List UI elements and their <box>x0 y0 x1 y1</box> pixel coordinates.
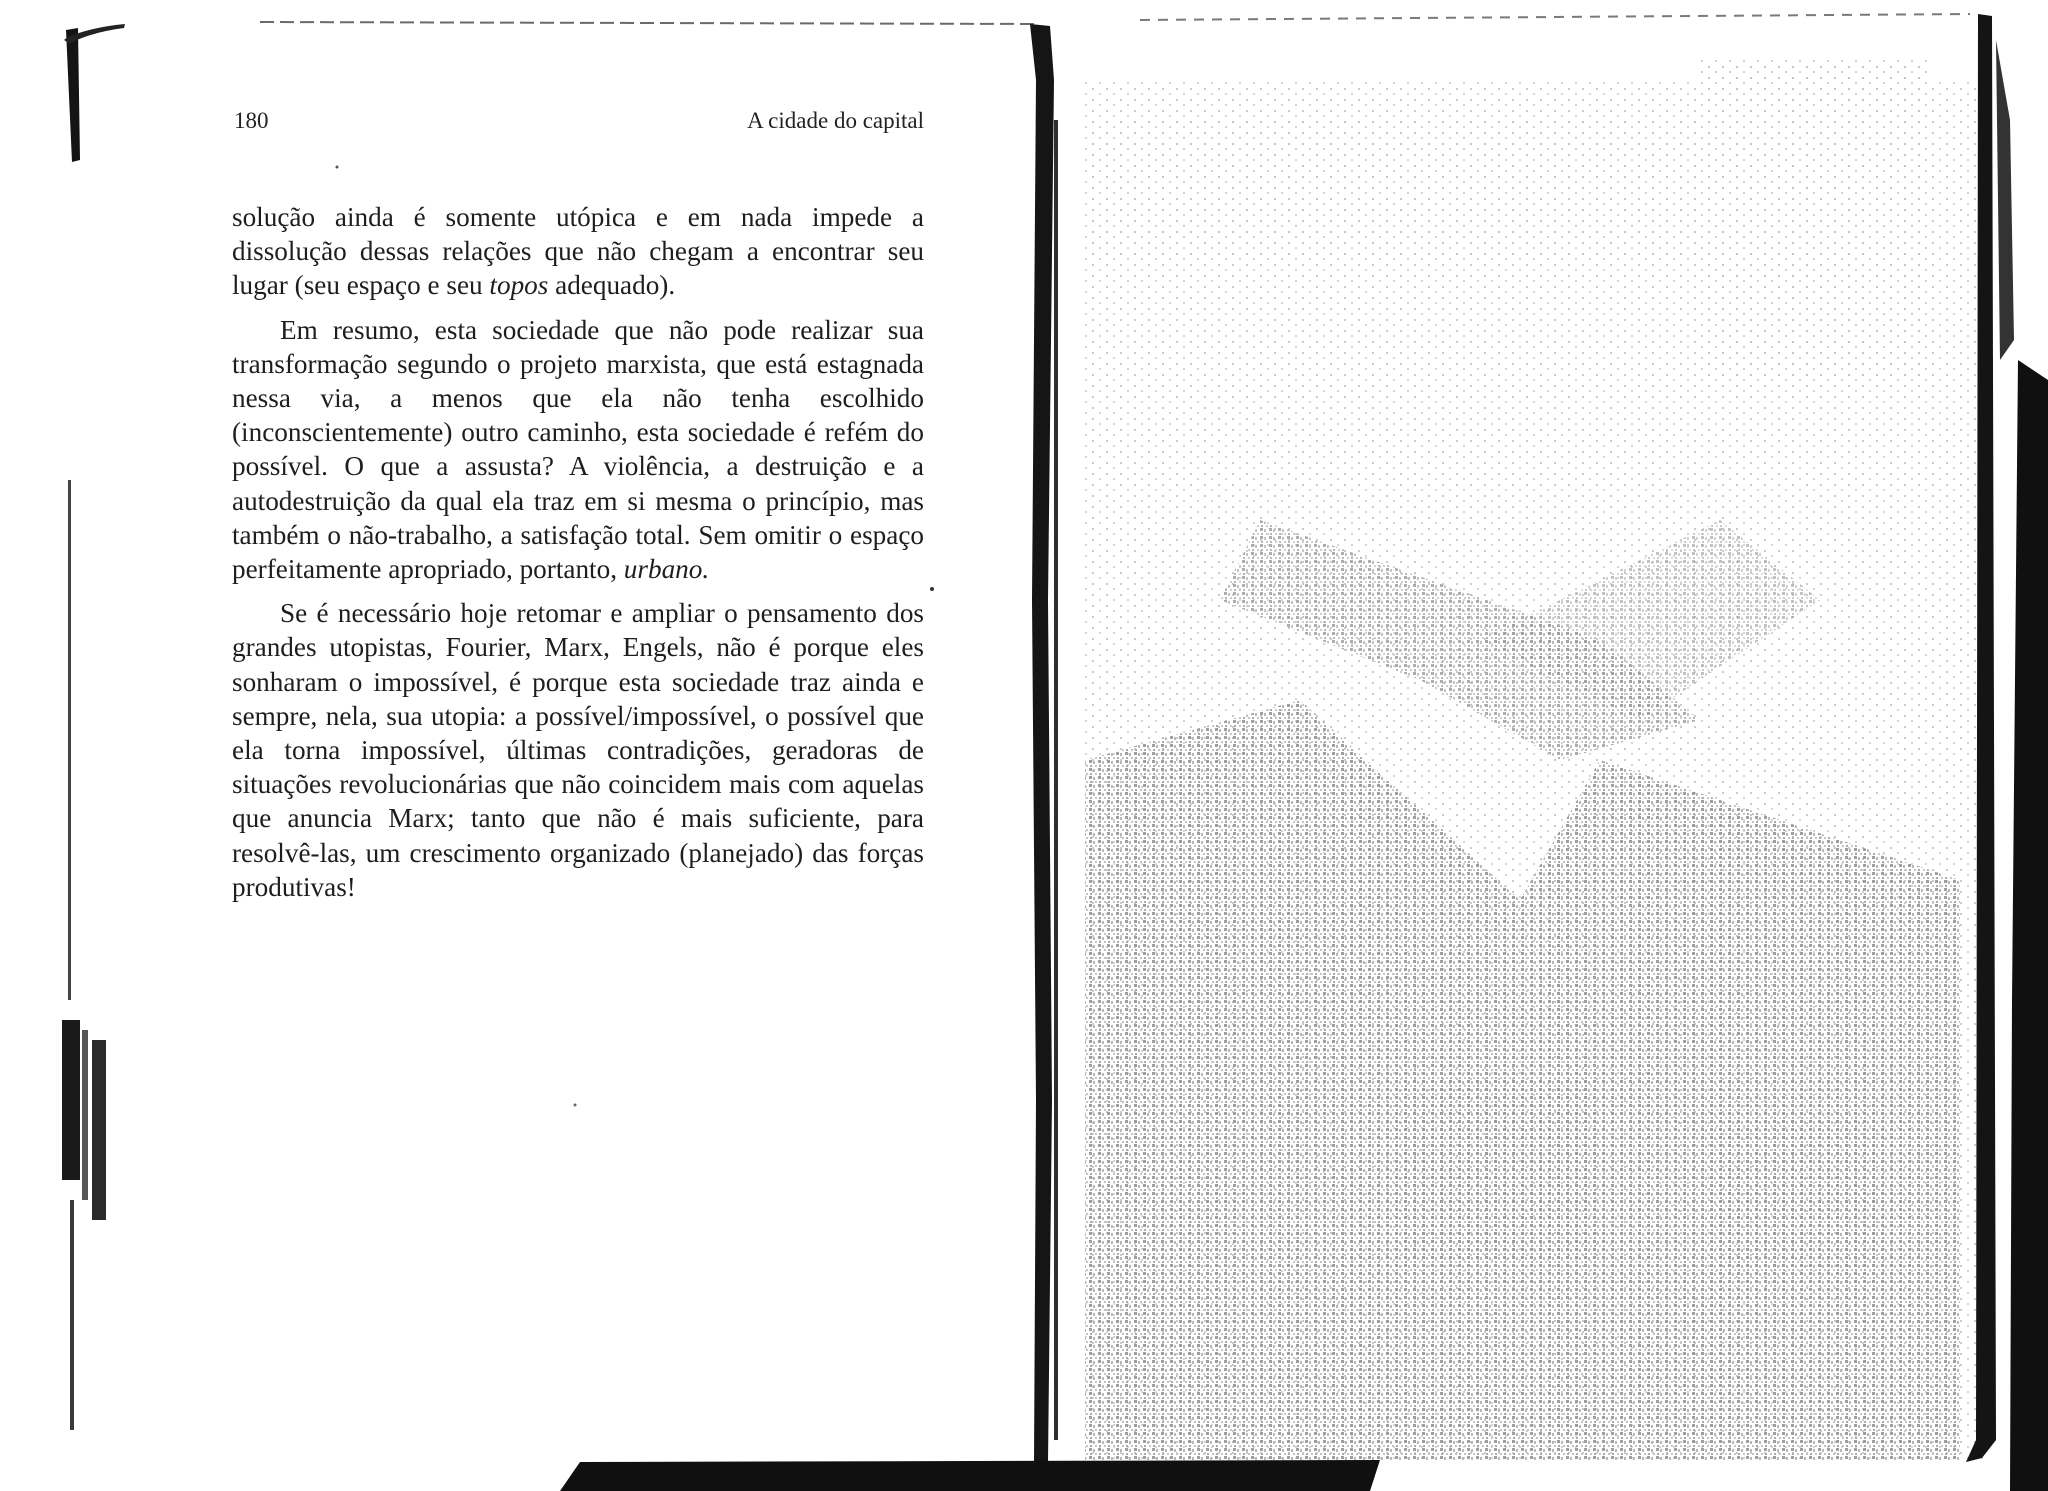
paragraph <box>232 200 924 303</box>
italic-text: topos <box>489 270 549 301</box>
paragraph <box>232 596 924 904</box>
italic-text: urbano. <box>623 554 710 585</box>
text-run: Em resumo, esta sociedade que não pode realizar sua transformação segundo o projeto marxista, que está estagnada nessa via, a menos que ela não tenha escolhido (inconscientemente) outro caminho, esta sociedade é refém do possível. O que a assusta? A violência, a destruição e a autodestruição da qual ela traz em si mesma o princípio, mas também o não-trabalho, a satisfação total. Sem omitir o espaço perfeitamente apropriado, portanto, <box>232 314 924 585</box>
body-text <box>232 200 924 904</box>
paragraph <box>232 313 924 587</box>
running-head <box>234 108 924 142</box>
text-run: adequado). <box>548 270 676 301</box>
book-title: A cidade do capital <box>747 108 924 133</box>
right-page <box>1052 0 2048 1491</box>
text-run: Se é necessário hoje retomar e ampliar o pensamento dos grandes utopistas, Fourier, Marx, Engels, não é porque eles sonharam o impossível, é porque esta sociedade traz ainda e sempre, nela, sua utopia: a possível/impossível, o possível que ela torna impossível, últimas contradições, geradoras de situações revolucionárias que não coincidem mais com aquelas que anuncia Marx; tanto que não é mais suficiente, para resolvê-las, um crescimento organizado (planejado) das forças produtivas! <box>232 598 924 902</box>
text-run: solução ainda é somente utópica e em nada impede a dissolução dessas relações que não chegam a encontrar seu lugar (seu espaço e seu <box>232 202 924 301</box>
page-number: 180 <box>234 108 269 133</box>
